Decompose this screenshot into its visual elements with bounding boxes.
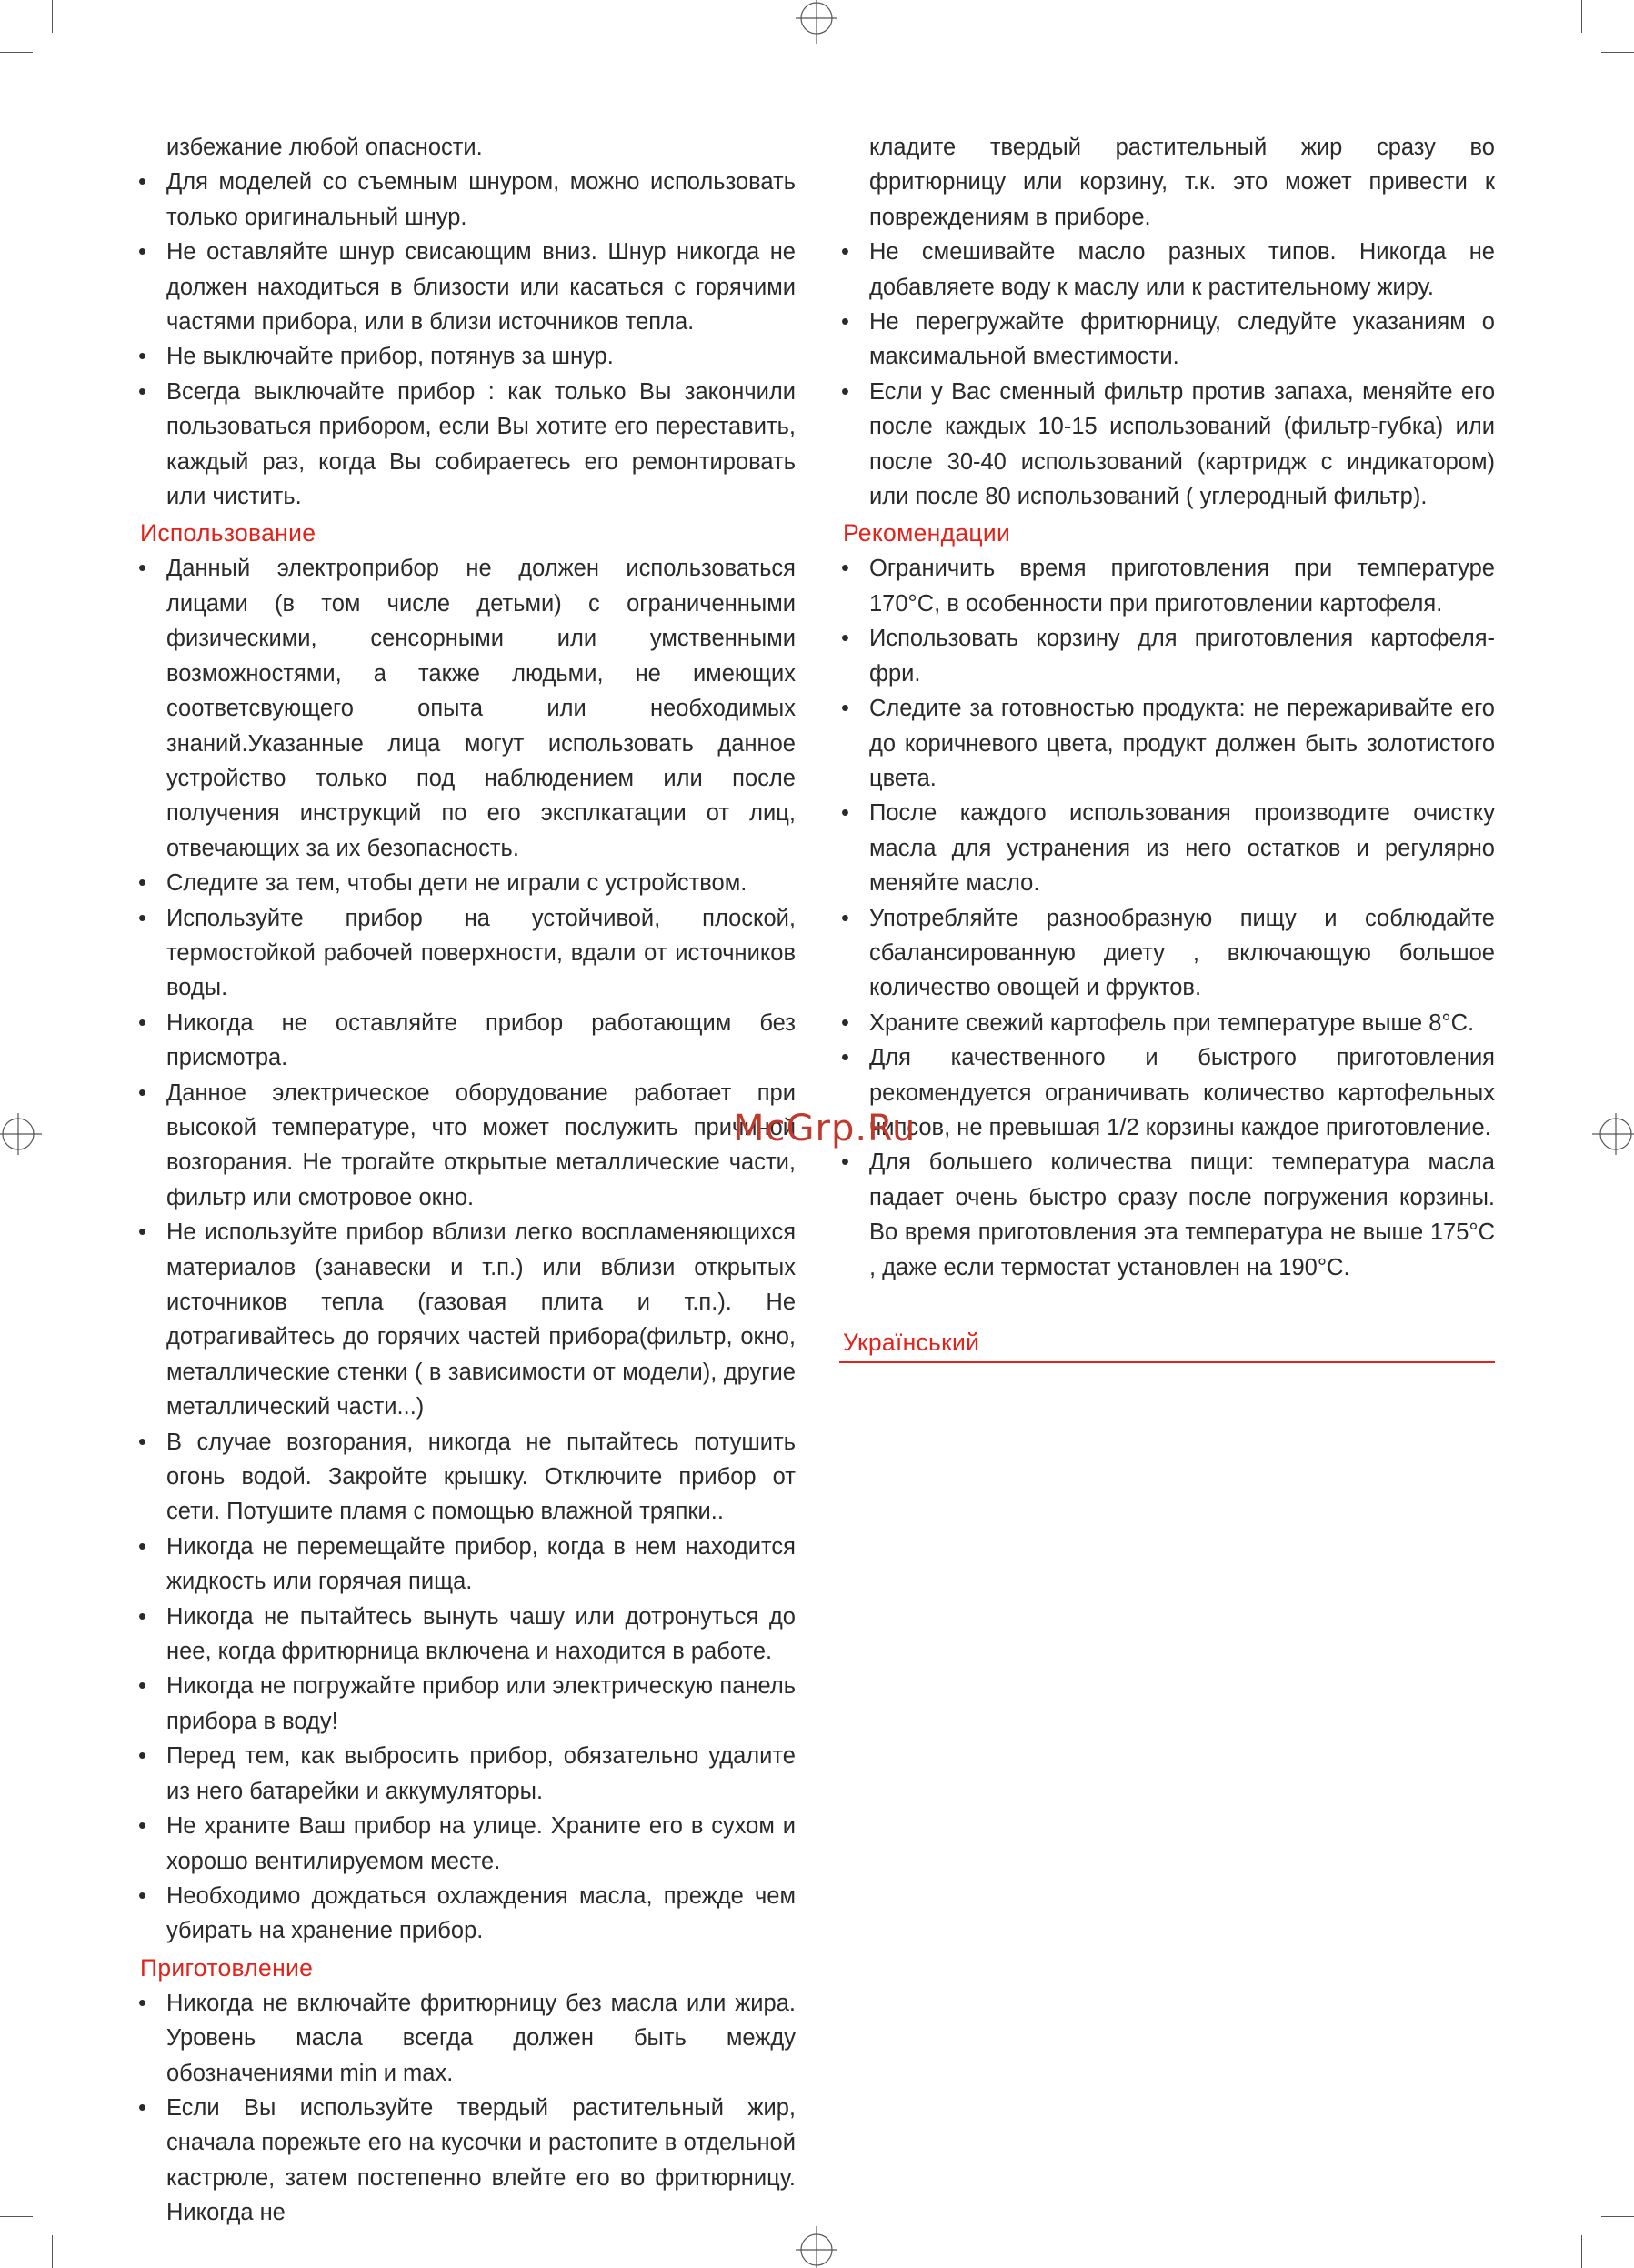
list-item-text: Следите за готовностью продукта: не пережаривайте его до коричневого цвета, продукт должен быть золотистого цвета. <box>869 696 1495 791</box>
list-item <box>136 551 796 866</box>
registration-mark-left <box>0 1110 45 1158</box>
bullet: • <box>138 1079 146 1106</box>
bullet: • <box>841 309 849 336</box>
bullet: • <box>138 344 146 370</box>
list-item <box>839 1145 1495 1285</box>
list-item-text: Если у Вас сменный фильтр против запаха, меняйте его после каждых 10-15 использований (фильтр-губка) или после 30-40 использований (картридж с индикатором) или после 80 использований ( углеродный фильтр). <box>869 378 1495 510</box>
list-item-text: Не оставляйте шнур свисающим вниз. Шнур никогда не должен находиться в близости или касаться с горячими частями прибора, или в близи источников тепла. <box>166 239 796 336</box>
safety-list <box>136 165 796 514</box>
bullet: • <box>138 1673 146 1700</box>
list-item <box>839 621 1495 691</box>
list-item <box>136 1006 796 1076</box>
left-column <box>136 130 796 2231</box>
continuation-text: кладите твердый растительный жир сразу во фритюрницу или корзину, т.к. это может привести к повреждениям в приборе. <box>869 135 1495 230</box>
list-item <box>136 1215 796 1424</box>
list-item <box>136 1739 796 1809</box>
language-label: Український <box>843 1329 980 1356</box>
bullet: • <box>138 378 146 405</box>
list-item <box>839 796 1495 900</box>
list-item-text: Если Вы используйте твердый растительный жир, сначала порежьте его на кусочки и растопите в отдельной кастрюле, затем постепенно влейте его во фритюрницу. Никогда не <box>166 2094 796 2226</box>
bullet: • <box>138 1882 146 1909</box>
list-item-text: Перед тем, как выбросить прибор, обязательно удалите из него батарейки и аккумуляторы. <box>166 1743 796 1804</box>
usage-list <box>136 551 796 1948</box>
list-item-text: Следите за тем, чтобы дети не играли с устройством. <box>166 870 747 897</box>
list-item-text: Никогда не погружайте прибор или электрическую панель прибора в воду! <box>166 1673 796 1734</box>
watermark: McGrp.Ru <box>733 1108 917 1149</box>
list-item <box>136 1530 796 1600</box>
list-item-text: В случае возгорания, никогда не пытайтесь потушить огонь водой. Закройте крышку. Отключите прибор от сети. Потушите пламя с помощью влажной тряпки.. <box>166 1429 796 1525</box>
list-item <box>136 866 796 900</box>
bullet: • <box>841 800 849 827</box>
cooking-list <box>136 1986 796 2231</box>
list-item-text: Для качественного и быстрого приготовления рекомендуется ограничивать количество картофельных чипсов, не превышая 1/2 корзины каждое приготовление. <box>869 1045 1495 1140</box>
bullet: • <box>841 1045 849 1071</box>
list-item <box>136 1600 796 1670</box>
section-heading-recommendations: Рекомендации <box>843 519 1011 547</box>
list-item <box>136 1879 796 1949</box>
bullet: • <box>138 905 146 931</box>
list-item-text: Храните свежий картофель при температуре выше 8°С. <box>869 1009 1475 1036</box>
list-item-text: Никогда не перемещайте прибор, когда в нем находится жидкость или горячая пища. <box>166 1533 796 1595</box>
list-item <box>839 305 1495 375</box>
bullet: • <box>138 1813 146 1840</box>
list-item <box>136 1986 796 2091</box>
list-item-text: Не перегружайте фритюрницу, следуйте указаниям о максимальной вместимости. <box>869 309 1495 370</box>
list-item-text: После каждого использования производите очистку масла для устранения из него остатков и регулярно меняйте масло. <box>869 800 1495 897</box>
list-item-text: Употребляйте разнообразную пищу и соблюдайте сбалансированную диету , включающую большое количество овощей и фруктов. <box>869 905 1495 1001</box>
registration-mark-bottom <box>793 2223 840 2268</box>
bullet: • <box>841 905 849 931</box>
list-item <box>136 1669 796 1739</box>
list-item-text: Ограничить время приготовления при температуре 170°С, в особенности при приготовлении картофеля. <box>869 556 1495 617</box>
language-divider <box>839 1361 1495 1363</box>
bullet: • <box>138 870 146 897</box>
bullet: • <box>138 1603 146 1630</box>
bullet: • <box>138 2094 146 2121</box>
list-item <box>136 901 796 1006</box>
bullet: • <box>138 239 146 266</box>
bullet: • <box>841 626 849 652</box>
list-item <box>136 375 796 515</box>
list-item-text: Всегда выключайте прибор : как только Вы закончили пользоваться прибором, если Вы хотите его переставить, каждый раз, когда Вы собираетесь его ремонтировать или чистить. <box>166 378 796 510</box>
list-item-text: Никогда не пытайтесь вынуть чашу или дотронуться до нее, когда фритюрница включена и находится в работе. <box>166 1603 796 1665</box>
list-item <box>839 551 1495 621</box>
section-heading-cooking: Приготовление <box>140 1953 314 1982</box>
registration-mark-top <box>793 0 840 47</box>
list-item <box>136 2091 796 2231</box>
bullet: • <box>841 696 849 722</box>
list-item-text: Использовать корзину для приготовления картофеля-фри. <box>869 626 1495 687</box>
list-item <box>839 235 1495 305</box>
bullet: • <box>841 239 849 266</box>
list-item <box>136 235 796 339</box>
bullet: • <box>138 1743 146 1770</box>
list-item <box>839 1040 1495 1145</box>
list-item-text: Для большего количества пищи: температура масла падает очень быстро сразу после погружения корзины. Во время приготовления эта температура не выше 175°С , даже если термостат установлен на 190°С. <box>869 1149 1495 1280</box>
bullet: • <box>138 1219 146 1246</box>
cooking-list-continued <box>839 235 1495 514</box>
recommendations-list <box>839 551 1495 1285</box>
list-item <box>839 1006 1495 1040</box>
list-item <box>136 1425 796 1530</box>
list-item-text: Не смешивайте масло разных типов. Никогда не добавляете воду к маслу или к растительному жиру. <box>869 239 1495 300</box>
list-item <box>136 1809 796 1879</box>
list-item <box>839 901 1495 1006</box>
list-item <box>136 339 796 374</box>
list-item-text: Необходимо дождаться охлаждения масла, прежде чем убирать на хранение прибор. <box>166 1882 796 1944</box>
bullet: • <box>138 556 146 582</box>
right-column <box>839 130 1495 1363</box>
bullet: • <box>138 1533 146 1560</box>
list-item <box>136 1076 796 1216</box>
list-item-text: Для моделей со съемным шнуром, можно использовать только оригинальный шнур. <box>166 169 796 230</box>
bullet: • <box>841 378 849 405</box>
list-item <box>839 375 1495 515</box>
bullet: • <box>841 1149 849 1176</box>
list-item-text: Никогда не включайте фритюрницу без масла или жира. Уровень масла всегда должен быть между обозначениями min и max. <box>166 1990 796 2086</box>
list-item-text: Никогда не оставляйте прибор работающим без присмотра. <box>166 1009 796 1071</box>
bullet: • <box>138 1009 146 1036</box>
list-item-text: Не выключайте прибор, потянув за шнур. <box>166 344 614 370</box>
list-item-text: Не используйте прибор вблизи легко воспламеняющихся материалов (занавески и т.п.) или вблизи открытых источников тепла (газовая плита и т.п.). Не дотрагивайтесь до горячих частей прибора(фильтр, окно, металлические стенки ( в зависимости от модели), другие металлический части...) <box>166 1219 796 1420</box>
bullet: • <box>138 1990 146 2016</box>
list-item <box>839 691 1495 796</box>
continuation-text: избежание любой опасности. <box>166 135 483 160</box>
list-item-text: Используйте прибор на устойчивой, плоской, термостойкой рабочей поверхности, вдали от источников воды. <box>166 905 796 1001</box>
section-heading-usage: Использование <box>140 519 316 547</box>
bullet: • <box>841 1009 849 1036</box>
bullet: • <box>138 1429 146 1455</box>
list-item-text: Данное электрическое оборудование работает при высокой температуре, что может послужить причиной возгорания. Не трогайте открытые металлические части, фильтр или смотровое окно. <box>166 1079 796 1210</box>
list-item-text: Не храните Ваш прибор на улице. Храните его в сухом и хорошо вентилируемом месте. <box>166 1813 796 1874</box>
bullet: • <box>841 556 849 582</box>
registration-mark-right <box>1589 1110 1634 1158</box>
list-item-text: Данный электроприбор не должен использоваться лицами (в том числе детьми) с ограниченными физическими, сенсорными или умственными возможностями, а также людьми, не имеющих соответсвующего опыта или необходимых знаний.Указанные лица могут использовать данное устройство только под наблюдением или после получения инструкций по его эксплкатации от лиц, отвечающих за их безопасность. <box>166 556 796 861</box>
list-item <box>136 165 796 235</box>
bullet: • <box>138 169 146 196</box>
